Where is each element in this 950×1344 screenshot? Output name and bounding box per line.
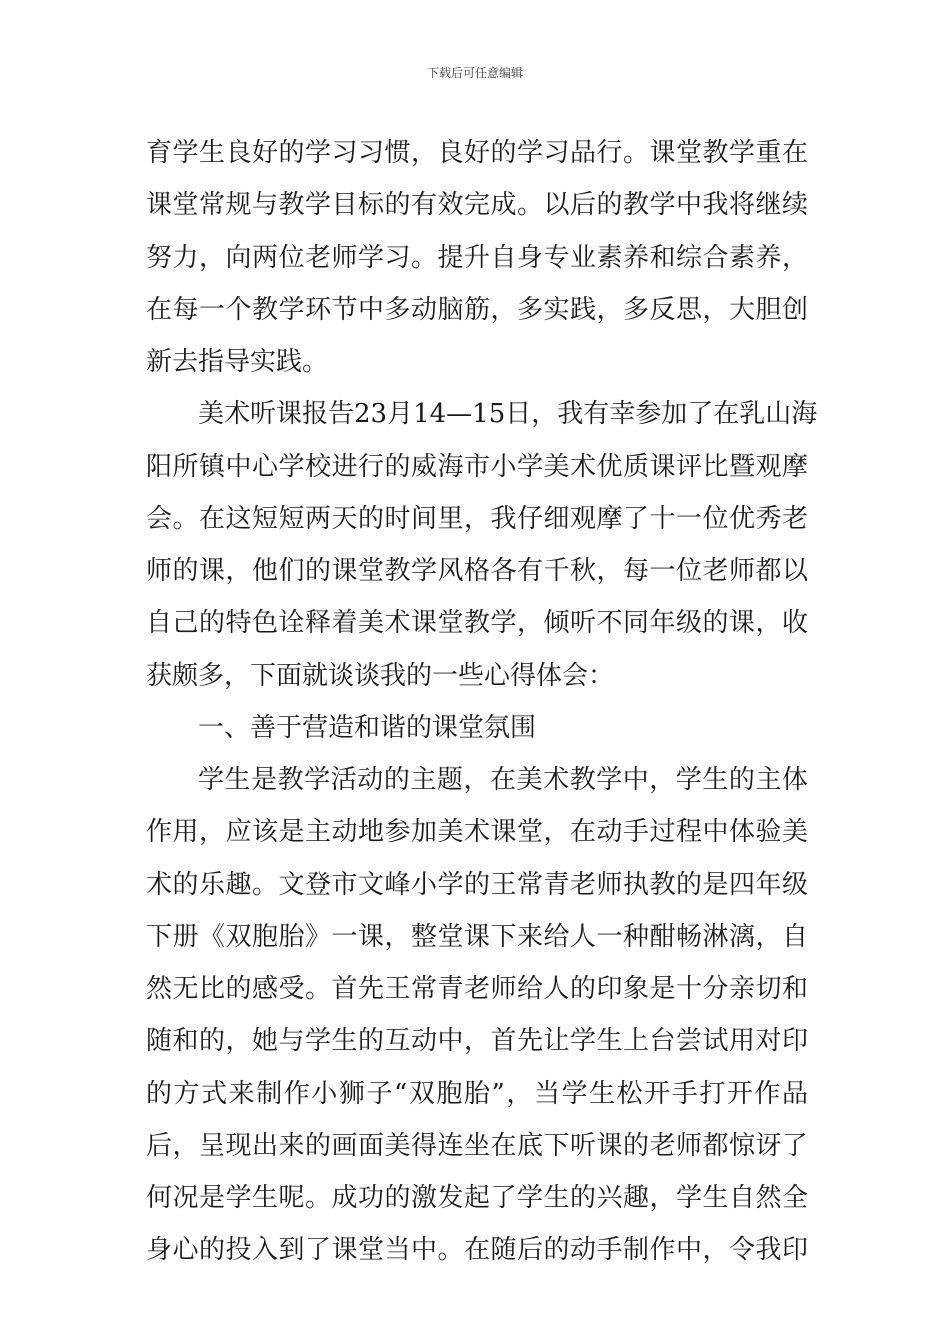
section-heading: 一、善于营造和谐的课堂氛围 xyxy=(198,712,537,743)
text-line: 的方式来制作小狮子“双胞胎”，当学生松开手打开作品 xyxy=(146,1078,808,1109)
text-line: 身心的投入到了课堂当中。在随后的动手制作中，令我印 xyxy=(146,1235,808,1266)
text-line: 育学生良好的学习习惯，良好的学习品行。课堂教学重在 xyxy=(146,138,808,168)
paragraph-first-line: 学生是教学活动的主题，在美术教学中，学生的主体 xyxy=(198,765,808,795)
text-line: 后，呈现出来的画面美得连坐在底下听课的老师都惊讶了 xyxy=(146,1130,808,1161)
page-header: 下载后可任意编辑 xyxy=(426,66,523,80)
paragraph-first-line: 美术听课报告23月14—15日，我有幸参加了在乳山海 xyxy=(198,399,818,430)
text-line: 新去指导实践。 xyxy=(146,347,329,377)
text-line: 下册《双胞胎》一课，整堂课下来给人一种酣畅淋漓，自 xyxy=(146,921,808,952)
text-line: 会。在这短短两天的时间里，我仔细观摩了十一位优秀老 xyxy=(146,503,808,534)
text-line: 在每一个教学环节中多动脑筋，多实践，多反思，大胆创 xyxy=(146,294,808,325)
text-line: 作用，应该是主动地参加美术课堂，在动手过程中体验美 xyxy=(146,817,808,848)
document-body xyxy=(146,127,818,1277)
text-line: 努力，向两位老师学习。提升自身专业素养和综合素养， xyxy=(146,242,808,273)
text-line: 课堂常规与教学目标的有效完成。以后的教学中我将继续 xyxy=(146,190,808,221)
text-line: 随和的，她与学生的互动中，首先让学生上台尝试用对印 xyxy=(146,1026,808,1057)
text-line: 自己的特色诠释着美术课堂教学，倾听不同年级的课，收 xyxy=(146,608,808,639)
text-line: 阳所镇中心学校进行的威海市小学美术优质课评比暨观摩 xyxy=(146,451,808,482)
text-line: 然无比的感受。首先王常青老师给人的印象是十分亲切和 xyxy=(146,974,808,1004)
text-line: 获颇多，下面就谈谈我的一些心得体会： xyxy=(146,660,615,691)
text-line: 何况是学生呢。成功的激发起了学生的兴趣，学生自然全 xyxy=(146,1183,808,1213)
text-line: 师的课，他们的课堂教学风格各有千秋，每一位老师都以 xyxy=(146,556,808,586)
text-line: 术的乐趣。文登市文峰小学的王常青老师执教的是四年级 xyxy=(146,869,808,900)
